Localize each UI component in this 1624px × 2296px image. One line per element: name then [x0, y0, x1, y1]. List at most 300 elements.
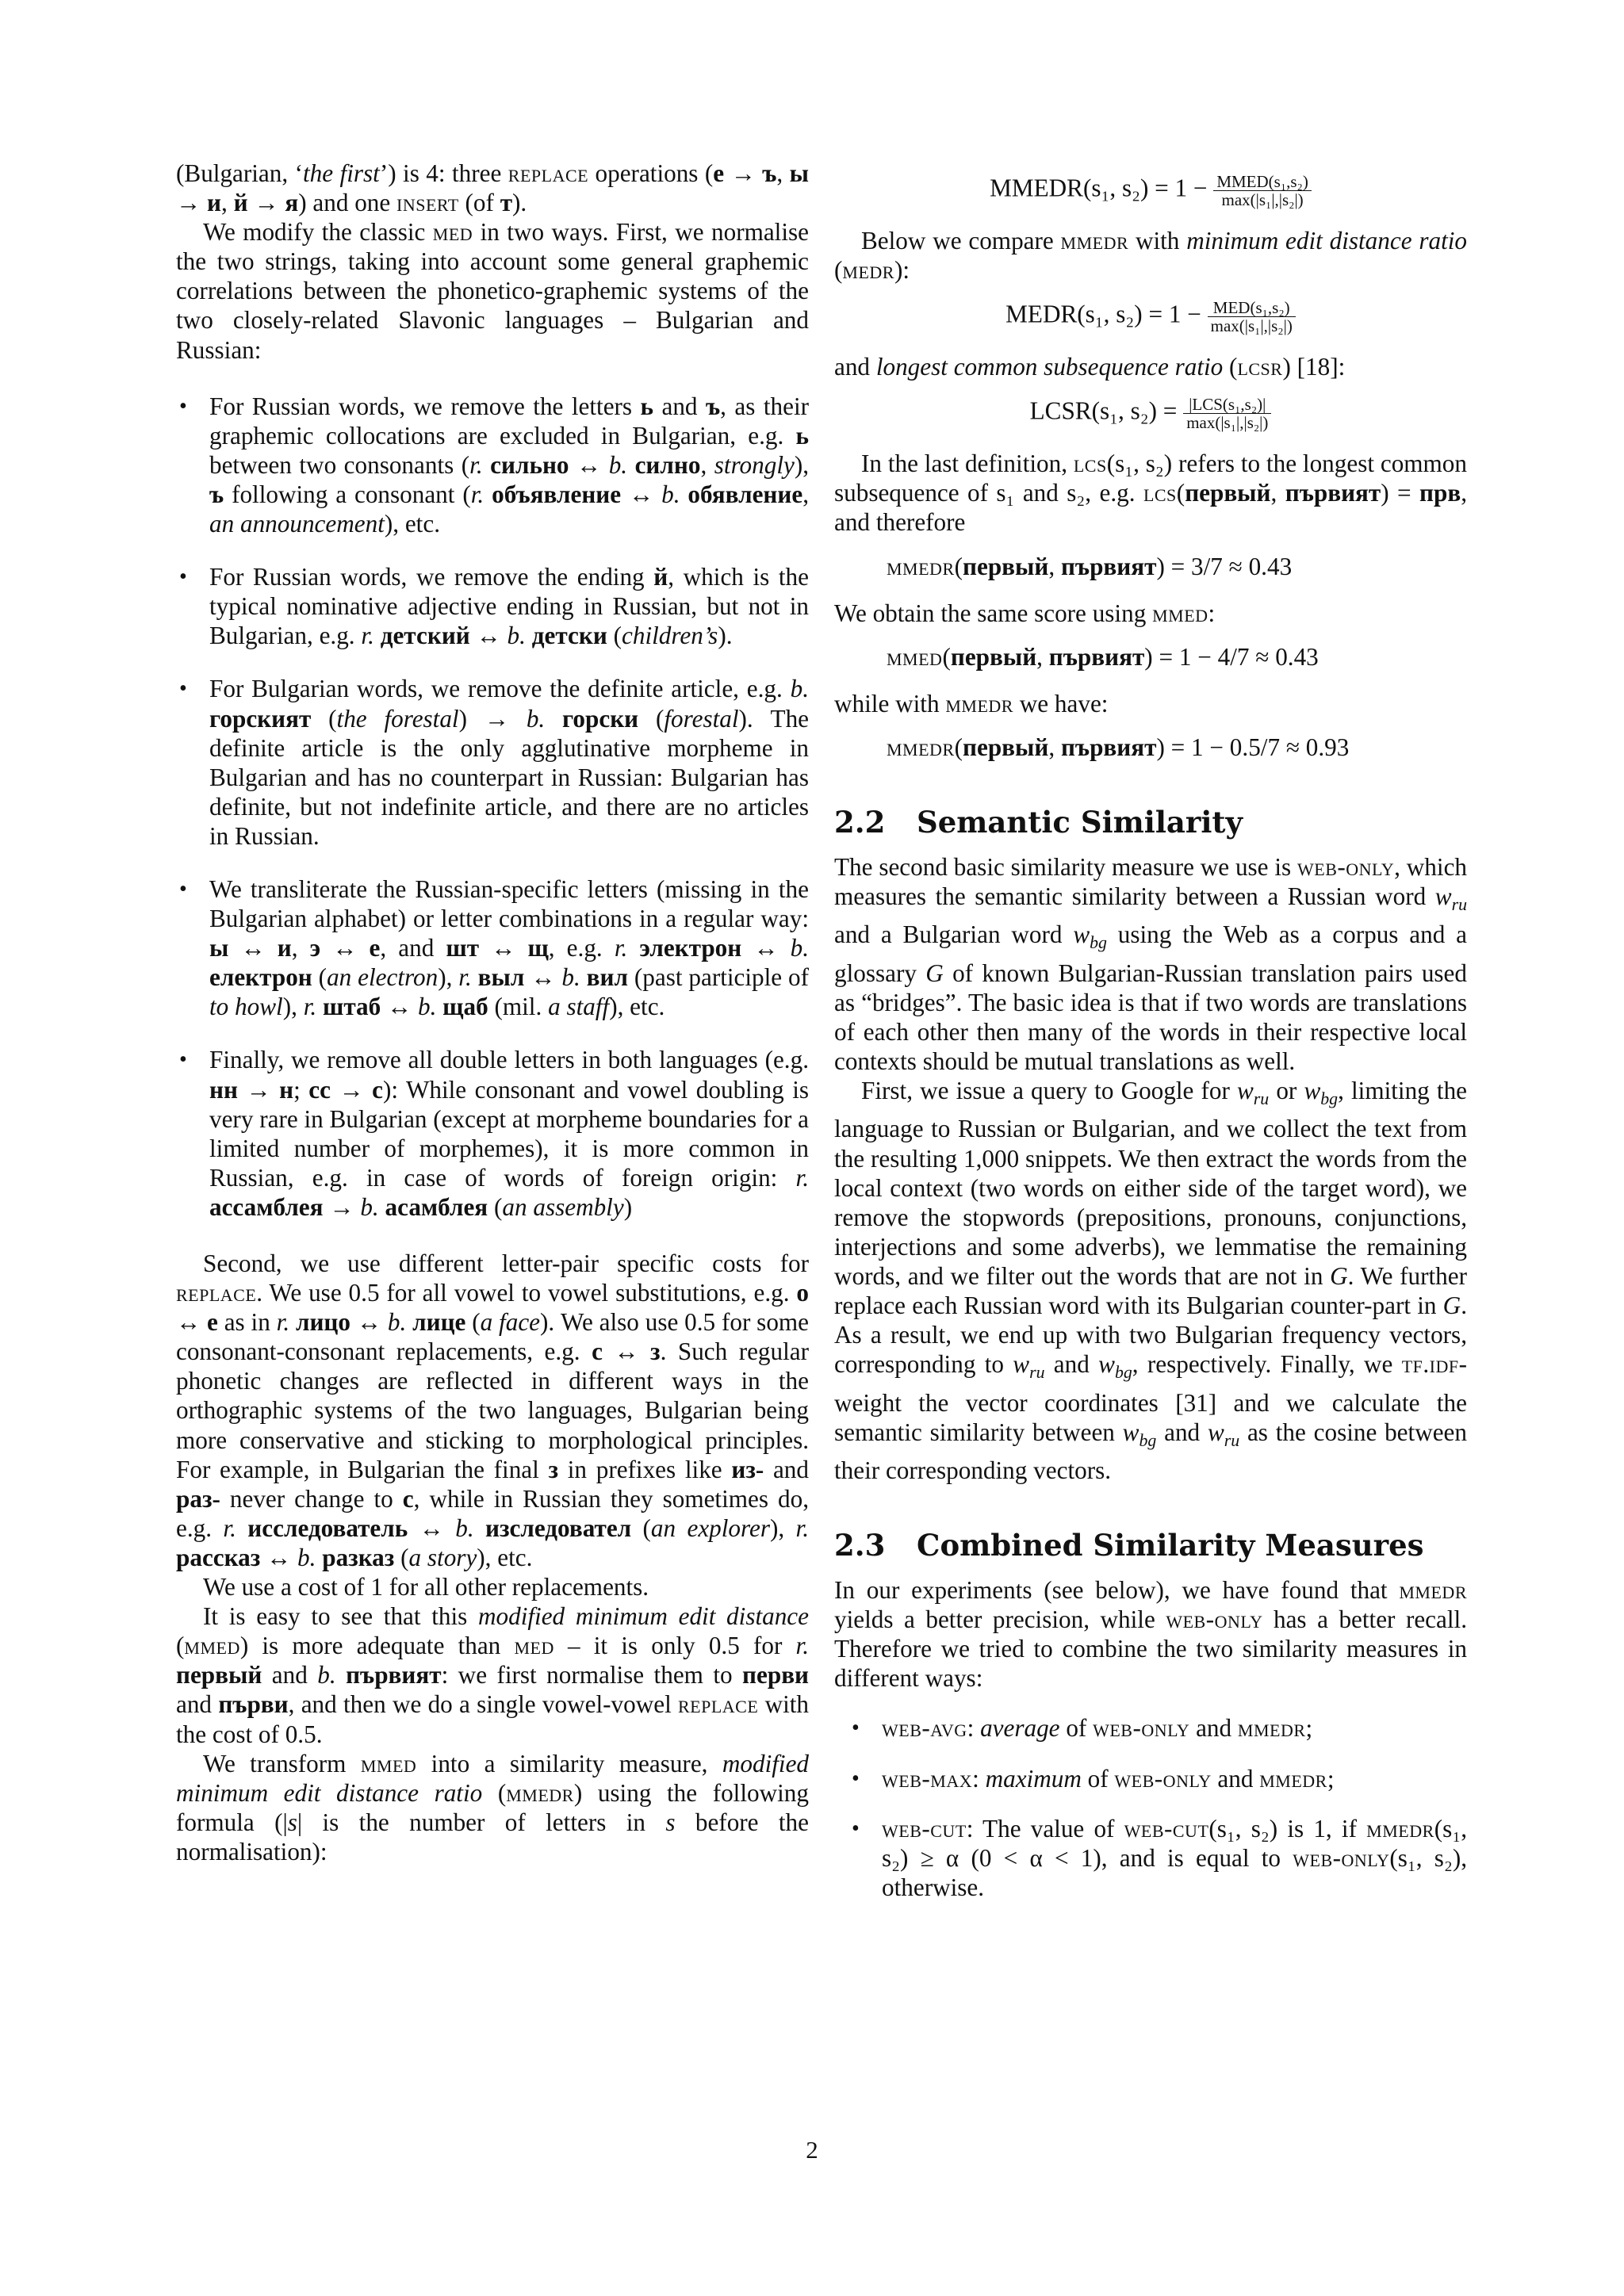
text-run: вил	[586, 963, 628, 992]
text-run: to howl	[209, 993, 283, 1021]
text-run: with the cost of 0.5.	[176, 1690, 810, 1748]
text-run: ),	[438, 963, 459, 992]
text-run: ,	[1048, 552, 1061, 580]
text-run: ), etc.	[609, 993, 665, 1021]
text-run: yields a better precision, while	[834, 1605, 1166, 1634]
text-run: ), etc.	[384, 510, 440, 538]
text-run: r.	[223, 1513, 236, 1542]
text-run: , and then we do a single vowel-vowel	[288, 1690, 678, 1719]
fraction-numerator: |LCS(s₁,s₂)|	[1183, 396, 1271, 414]
text-run: первый	[950, 642, 1037, 671]
text-run: we have:	[1013, 689, 1109, 718]
paragraph	[834, 852, 1467, 1076]
text-run: a story	[408, 1543, 477, 1571]
text-run: с	[402, 1484, 414, 1513]
text-run: modified minimum edit distance ratio	[176, 1749, 810, 1807]
text-run: ↔	[741, 934, 791, 962]
text-run: (	[954, 552, 963, 580]
text-run: ,	[1036, 642, 1049, 671]
text-run: -weight the vector coordinates [31] and we calculate the semantic similarity between	[834, 1350, 1467, 1446]
text-run: We transform	[203, 1749, 361, 1777]
text-run: b.	[661, 480, 680, 508]
text-run: Finally, we remove all double letters in both languages (e.g.	[209, 1046, 809, 1074]
text-run: , e.g.	[548, 934, 615, 962]
text-run: ’) is 4: three	[379, 159, 508, 187]
text-run: as the cosine between their corresponding vectors.	[834, 1418, 1467, 1484]
text-run	[406, 1308, 412, 1336]
text-run: r.	[458, 963, 472, 992]
text-run: b.	[417, 993, 437, 1021]
section-heading	[834, 805, 1467, 840]
text-run: ), etc.	[477, 1543, 533, 1571]
text-run: For Russian words, we remove the letters	[209, 392, 641, 420]
text-run: ↔	[602, 1337, 651, 1366]
text-run: из-	[731, 1455, 764, 1483]
text-run: with	[1128, 227, 1187, 254]
list-item	[209, 392, 809, 538]
fraction-numerator: MMED(s₁,s₂)	[1213, 173, 1312, 191]
text-run: web-max	[882, 1764, 973, 1793]
text-run: lcsr	[1237, 353, 1283, 381]
text-run: детски	[531, 622, 607, 650]
text-run: )	[623, 1192, 633, 1221]
text-run: strongly	[714, 450, 795, 479]
text-run: bg	[1139, 1430, 1157, 1450]
text-run: електрон	[209, 963, 312, 992]
text-run: →	[247, 189, 285, 217]
text-run: ),	[282, 993, 304, 1021]
text-run: mmedr	[1060, 227, 1129, 254]
text-run: ).	[512, 189, 527, 217]
paragraph	[834, 689, 1467, 718]
text-run: (s₁, s₂) ≥ α (0 < α < 1), and is equal to	[882, 1814, 1467, 1872]
text-run: нн	[209, 1075, 238, 1104]
text-run: . As a result, we end up with two Bulgarian frequency vectors, corresponding to	[834, 1292, 1467, 1379]
text-run: has a better recall. Therefore we tried to combine the two similarity measures in different ways:	[834, 1605, 1467, 1693]
text-run: първият	[1048, 642, 1145, 671]
text-run: →	[724, 159, 763, 187]
paragraph	[176, 1572, 809, 1601]
text-run	[472, 963, 478, 991]
text-run: ↔	[381, 993, 418, 1021]
text-run: о	[796, 1279, 809, 1307]
text-run: web-only	[1166, 1605, 1263, 1634]
text-run: первый	[176, 1661, 262, 1689]
text-run: an assembly	[502, 1192, 624, 1221]
text-run: of	[1081, 1764, 1115, 1793]
text-run: and	[176, 1690, 219, 1719]
text-run: первый	[963, 552, 1049, 580]
text-run: электрон	[639, 934, 742, 962]
text-run: , and	[380, 934, 446, 962]
text-run: , as their graphemic collocations are excluded in Bulgarian, e.g.	[209, 392, 809, 450]
list-item	[209, 874, 809, 1021]
text-run: ) and one	[298, 189, 397, 217]
paragraph	[834, 352, 1467, 381]
text-run: and	[1156, 1418, 1208, 1446]
right-column	[834, 159, 1467, 1923]
text-run: →	[237, 1075, 280, 1104]
text-run: (	[834, 256, 843, 285]
text-run: шт	[446, 934, 480, 962]
text-run: , while in Russian they sometimes do, e.g.	[176, 1484, 809, 1542]
text-run: лицо	[295, 1308, 350, 1337]
equation-lcsr	[834, 396, 1467, 431]
page-number: 2	[806, 2136, 818, 2164]
text-run: първият	[346, 1661, 442, 1689]
text-run: ) = 1 − 4/7 ≈ 0.43	[1144, 642, 1319, 671]
text-run: и	[206, 189, 221, 217]
text-run: лице	[412, 1308, 466, 1337]
text-run: ъ	[762, 159, 777, 187]
text-run: ).	[718, 622, 733, 650]
text-run: replace	[176, 1279, 257, 1307]
text-run: ru	[1451, 895, 1467, 915]
text-run: w	[1122, 1418, 1139, 1446]
text-run: web-only	[1093, 1714, 1190, 1743]
text-run: (	[631, 1513, 651, 1542]
text-run: , respectively. Finally, we	[1132, 1350, 1402, 1379]
text-run: – it is only 0.5 for	[553, 1632, 796, 1660]
equation-example	[834, 733, 1467, 762]
text-run: ы	[789, 159, 810, 187]
text-run: G	[925, 959, 944, 987]
text-run: r.	[469, 450, 483, 479]
text-run	[627, 451, 635, 479]
text-run: med	[432, 218, 473, 247]
text-run: ассамблея	[209, 1192, 324, 1221]
text-run: ↔	[479, 934, 528, 962]
text-run: bg	[1090, 933, 1107, 953]
text-run: and	[834, 353, 876, 381]
text-run: ↔	[260, 1543, 298, 1571]
text-run: maximum	[985, 1764, 1082, 1793]
text-run: горски	[562, 704, 639, 733]
text-run: ) →	[458, 704, 527, 733]
text-run: ),	[769, 1513, 796, 1542]
text-run: bg	[1114, 1363, 1132, 1383]
text-run: an explorer	[650, 1513, 770, 1542]
text-run: разказ	[322, 1543, 395, 1571]
text-run: and	[1211, 1764, 1260, 1793]
text-run: (s₁, s₂), otherwise.	[882, 1843, 1467, 1901]
text-run: (	[488, 1192, 503, 1221]
fraction	[1213, 173, 1312, 209]
text-run: w	[1098, 1350, 1115, 1379]
text-run: (	[607, 622, 622, 650]
text-run: and	[262, 1661, 318, 1689]
list-item	[882, 1764, 1467, 1793]
text-run: while with	[834, 689, 946, 718]
text-run: as in	[217, 1308, 277, 1337]
text-run: е	[207, 1308, 218, 1337]
text-run: (	[465, 1308, 481, 1337]
text-run: medr	[842, 256, 894, 285]
section-number: 2.2	[834, 805, 886, 840]
text-run: ) using the following formula (|	[176, 1778, 809, 1836]
text-run: ). We also use 0.5 for some consonant-consonant replacements, e.g.	[176, 1308, 810, 1366]
text-run: з	[548, 1455, 559, 1483]
text-run: т	[500, 189, 513, 217]
text-run: r.	[276, 1308, 290, 1337]
text-run: (	[942, 642, 951, 671]
text-run: . We further replace each Russian word with its Bulgarian counter-part in	[834, 1261, 1467, 1320]
text-run: (Bulgarian, ‘	[176, 159, 303, 187]
text-run: We obtain the same score using	[834, 599, 1153, 627]
text-run: ↔	[228, 934, 278, 962]
text-run: a face	[480, 1308, 541, 1337]
text-run: обявление	[688, 480, 803, 508]
text-run: lcs	[1073, 450, 1107, 478]
text-run: or	[1269, 1077, 1304, 1105]
text-run: following a consonant (	[224, 480, 471, 508]
text-run: bg	[1320, 1089, 1339, 1109]
text-run: w	[1073, 920, 1090, 949]
text-run: r.	[795, 1513, 810, 1542]
text-run: щ	[527, 934, 549, 962]
text-run: (s₁, s₂) refers to the longest common subsequence of s₁ and s₂, e.g.	[834, 450, 1467, 507]
text-run: med	[514, 1632, 554, 1660]
text-run: ,	[291, 934, 310, 962]
text-run: replace	[678, 1690, 759, 1719]
text-run: minimum edit distance ratio	[1186, 227, 1467, 254]
text-run: ) is more adequate than	[239, 1632, 515, 1660]
fraction	[1208, 299, 1296, 335]
text-run: web-only	[1297, 853, 1395, 882]
text-run: r.	[614, 934, 628, 962]
text-run: and	[1044, 1350, 1099, 1379]
text-run: w	[1013, 1350, 1030, 1379]
fraction-denominator: max(|s₁|,|s₂|)	[1210, 316, 1293, 336]
text-run: a staff	[548, 993, 610, 1021]
text-run: r.	[361, 622, 374, 650]
text-run: b.	[455, 1513, 474, 1542]
text-run: In the last definition,	[861, 450, 1074, 478]
fraction-denominator: max(|s₁|,|s₂|)	[1221, 190, 1304, 209]
text-run: and	[1189, 1714, 1238, 1743]
text-run: ) = 1 − 0.5/7 ≈ 0.93	[1156, 733, 1350, 761]
text-run: | is the number of letters in	[297, 1808, 666, 1836]
text-run: (of	[458, 189, 500, 217]
equation-medr	[834, 299, 1467, 335]
text-run: We modify the classic	[203, 218, 433, 247]
text-run: ;	[1327, 1764, 1335, 1793]
text-run: асамблея	[385, 1192, 488, 1221]
text-run: първи	[218, 1690, 289, 1719]
text-run: For Russian words, we remove the ending	[209, 563, 654, 591]
text-run: (	[311, 704, 337, 733]
text-run: ru	[1224, 1430, 1240, 1450]
text-run	[316, 993, 323, 1020]
text-run: and a Bulgarian word	[834, 920, 1074, 949]
text-run: (	[1223, 353, 1238, 381]
section-title: Combined Similarity Measures	[917, 1528, 1424, 1563]
text-run: s	[287, 1808, 297, 1836]
text-run: before the normalisation):	[176, 1808, 809, 1866]
text-run: mmed	[184, 1632, 240, 1660]
text-run: штаб	[322, 993, 381, 1021]
text-run: ,	[700, 450, 714, 479]
equation-example	[834, 642, 1467, 672]
text-run: ;	[1305, 1714, 1313, 1743]
paragraph	[834, 449, 1467, 537]
text-run: in prefixes like	[558, 1455, 732, 1483]
text-run: й	[653, 563, 668, 591]
text-run: ъ	[705, 392, 721, 420]
text-run: into a similarity measure,	[416, 1749, 722, 1777]
text-run: : we first normalise them to	[441, 1661, 743, 1689]
text-run: й	[233, 189, 248, 217]
text-run: The second basic similarity measure we use is	[834, 853, 1297, 882]
text-run: выл	[477, 963, 525, 992]
text-run: mmedr	[1259, 1764, 1327, 1793]
text-run: of known Bulgarian-Russian translation pairs used as “bridges”. The basic idea is that if two words are translations of each other then many of the words in their respective local contexts should be mutual translations as well.	[834, 959, 1467, 1076]
text-run: of	[1059, 1714, 1094, 1743]
text-run: е	[369, 934, 381, 962]
text-run: mmed	[887, 642, 943, 671]
text-run: in two ways. First, we normalise the two strings, taking into account some general graphemic correlations between the phonetico-graphemic systems of the two closely-related Slavonic languages – Bulgarian and Russian:	[176, 218, 809, 364]
paragraph	[176, 159, 809, 217]
text-run: (	[954, 733, 963, 761]
text-run: ) [18]:	[1282, 353, 1346, 381]
text-run: b.	[507, 622, 526, 650]
text-run: силно	[634, 450, 701, 479]
list-item	[209, 674, 809, 851]
text-run: an announcement	[209, 510, 385, 538]
text-run: web-only	[1114, 1764, 1212, 1793]
text-run: (	[312, 963, 327, 992]
text-run: b.	[297, 1543, 316, 1571]
text-run: In our experiments (see below), we have found that	[834, 1576, 1400, 1605]
text-run: w	[1207, 1418, 1224, 1446]
fraction-numerator: MED(s₁,s₂)	[1208, 299, 1296, 317]
text-run: mmedr	[506, 1778, 574, 1807]
text-run: :	[967, 1714, 981, 1743]
text-run: н	[279, 1075, 294, 1104]
text-run: mmedr	[1399, 1576, 1467, 1605]
text-run: перви	[742, 1661, 810, 1689]
text-run: b.	[790, 934, 810, 962]
text-run: s	[665, 1808, 676, 1836]
text-run: (	[638, 704, 665, 733]
text-run: modified minimum edit distance	[478, 1602, 809, 1631]
text-run: mmedr	[887, 552, 955, 580]
paragraph	[834, 599, 1467, 628]
text-run: ru	[1253, 1089, 1270, 1109]
text-run: (mil.	[488, 993, 549, 1021]
text-run: първият	[1285, 479, 1381, 507]
text-run: r.	[303, 993, 317, 1021]
section-title: Semantic Similarity	[917, 805, 1243, 840]
text-run: Second, we use different letter-pair specific costs for	[203, 1249, 809, 1277]
text-run: объявление	[492, 480, 622, 508]
equation-lhs: MMEDR(s₁, s₂) = 1 −	[990, 174, 1208, 202]
text-run: G	[1330, 1261, 1348, 1290]
paragraph	[834, 226, 1467, 285]
text-run: . Such regular phonetic changes are reflected in different ways in the orthographic systems of the two languages, Bulgarian being more conservative and sticking to morphological principles. For example, in Bulgarian the final	[176, 1337, 810, 1483]
text-run: исследователь	[247, 1513, 408, 1542]
text-run: ↔	[569, 450, 609, 479]
text-run	[374, 622, 381, 649]
text-run: b.	[360, 1192, 379, 1221]
list-item	[209, 1045, 809, 1222]
text-run: and	[764, 1455, 809, 1483]
text-run: b.	[790, 675, 809, 703]
text-run: :	[1208, 599, 1216, 627]
text-run: детский	[380, 622, 470, 650]
text-run: ,	[220, 189, 234, 217]
text-run	[436, 993, 442, 1020]
paragraph	[176, 1249, 809, 1572]
text-run: (	[1176, 479, 1185, 507]
combined-measures-list	[834, 1713, 1467, 1901]
text-run: longest common subsequence ratio	[875, 353, 1224, 381]
text-run: b.	[317, 1661, 336, 1689]
text-run	[680, 480, 688, 508]
text-run	[526, 622, 532, 649]
text-run: b.	[608, 450, 628, 479]
text-run: сильно	[490, 450, 569, 479]
text-run: ,	[1270, 479, 1285, 507]
paragraph	[176, 1749, 809, 1866]
text-run: ↔	[408, 1513, 456, 1542]
text-run	[474, 1514, 485, 1542]
section-number: 2.3	[834, 1528, 886, 1563]
text-run: ,	[802, 480, 810, 508]
left-column	[176, 159, 809, 1866]
text-run: w	[1304, 1077, 1321, 1105]
text-run: r.	[795, 1632, 809, 1660]
text-run: For Bulgarian words, we remove the definite article, e.g.	[209, 675, 791, 703]
text-run: Below we compare	[861, 227, 1061, 254]
text-run: →	[323, 1192, 361, 1221]
text-run: web-only	[1293, 1843, 1390, 1872]
text-run	[336, 1661, 346, 1689]
text-run: ) =	[1381, 479, 1420, 507]
text-run: ъ	[209, 480, 224, 508]
paragraph	[176, 217, 809, 364]
text-run: , which measures the semantic similarity between a Russian word	[834, 853, 1467, 911]
list-item	[882, 1713, 1467, 1743]
text-run: сс	[308, 1075, 331, 1104]
text-run: (past participle of	[627, 963, 810, 992]
text-run: е	[713, 159, 725, 187]
fraction	[1183, 396, 1271, 431]
text-run: ):	[894, 256, 910, 285]
text-run	[545, 705, 562, 733]
text-run: We use a cost of 1 for all other replacements.	[203, 1573, 649, 1601]
paragraph	[176, 1601, 809, 1748]
text-run: using the Web as a corpus and a glossary	[834, 920, 1467, 987]
text-run	[483, 451, 491, 479]
text-run	[289, 1308, 296, 1336]
text-run: forestal	[664, 704, 739, 733]
text-run: :	[972, 1764, 986, 1793]
text-run: First, we issue a query to Google for	[861, 1077, 1237, 1105]
list-item	[882, 1814, 1467, 1902]
text-run: , limiting the language to Russian or Bulgarian, and we collect the text from the resulting 1,000 snippets. We then extract the words from the local context (two words on either side of the target word), we remove the stopwords (prepositions, pronouns, conjunctions, interjections and some adverbs), we lemmatise the remaining words, and we filter out the words that are not in	[834, 1077, 1468, 1290]
text-run: ы	[209, 934, 229, 962]
text-run: ↔	[469, 622, 508, 650]
text-run: b.	[526, 704, 546, 733]
list-item	[209, 562, 809, 650]
text-run: replace	[508, 159, 589, 187]
text-run: первый	[1185, 479, 1271, 507]
text-run: ь	[640, 392, 654, 420]
text-run: an electron	[327, 963, 439, 992]
fraction-denominator: max(|s₁|,|s₂|)	[1186, 413, 1269, 433]
text-run: с	[592, 1337, 603, 1366]
